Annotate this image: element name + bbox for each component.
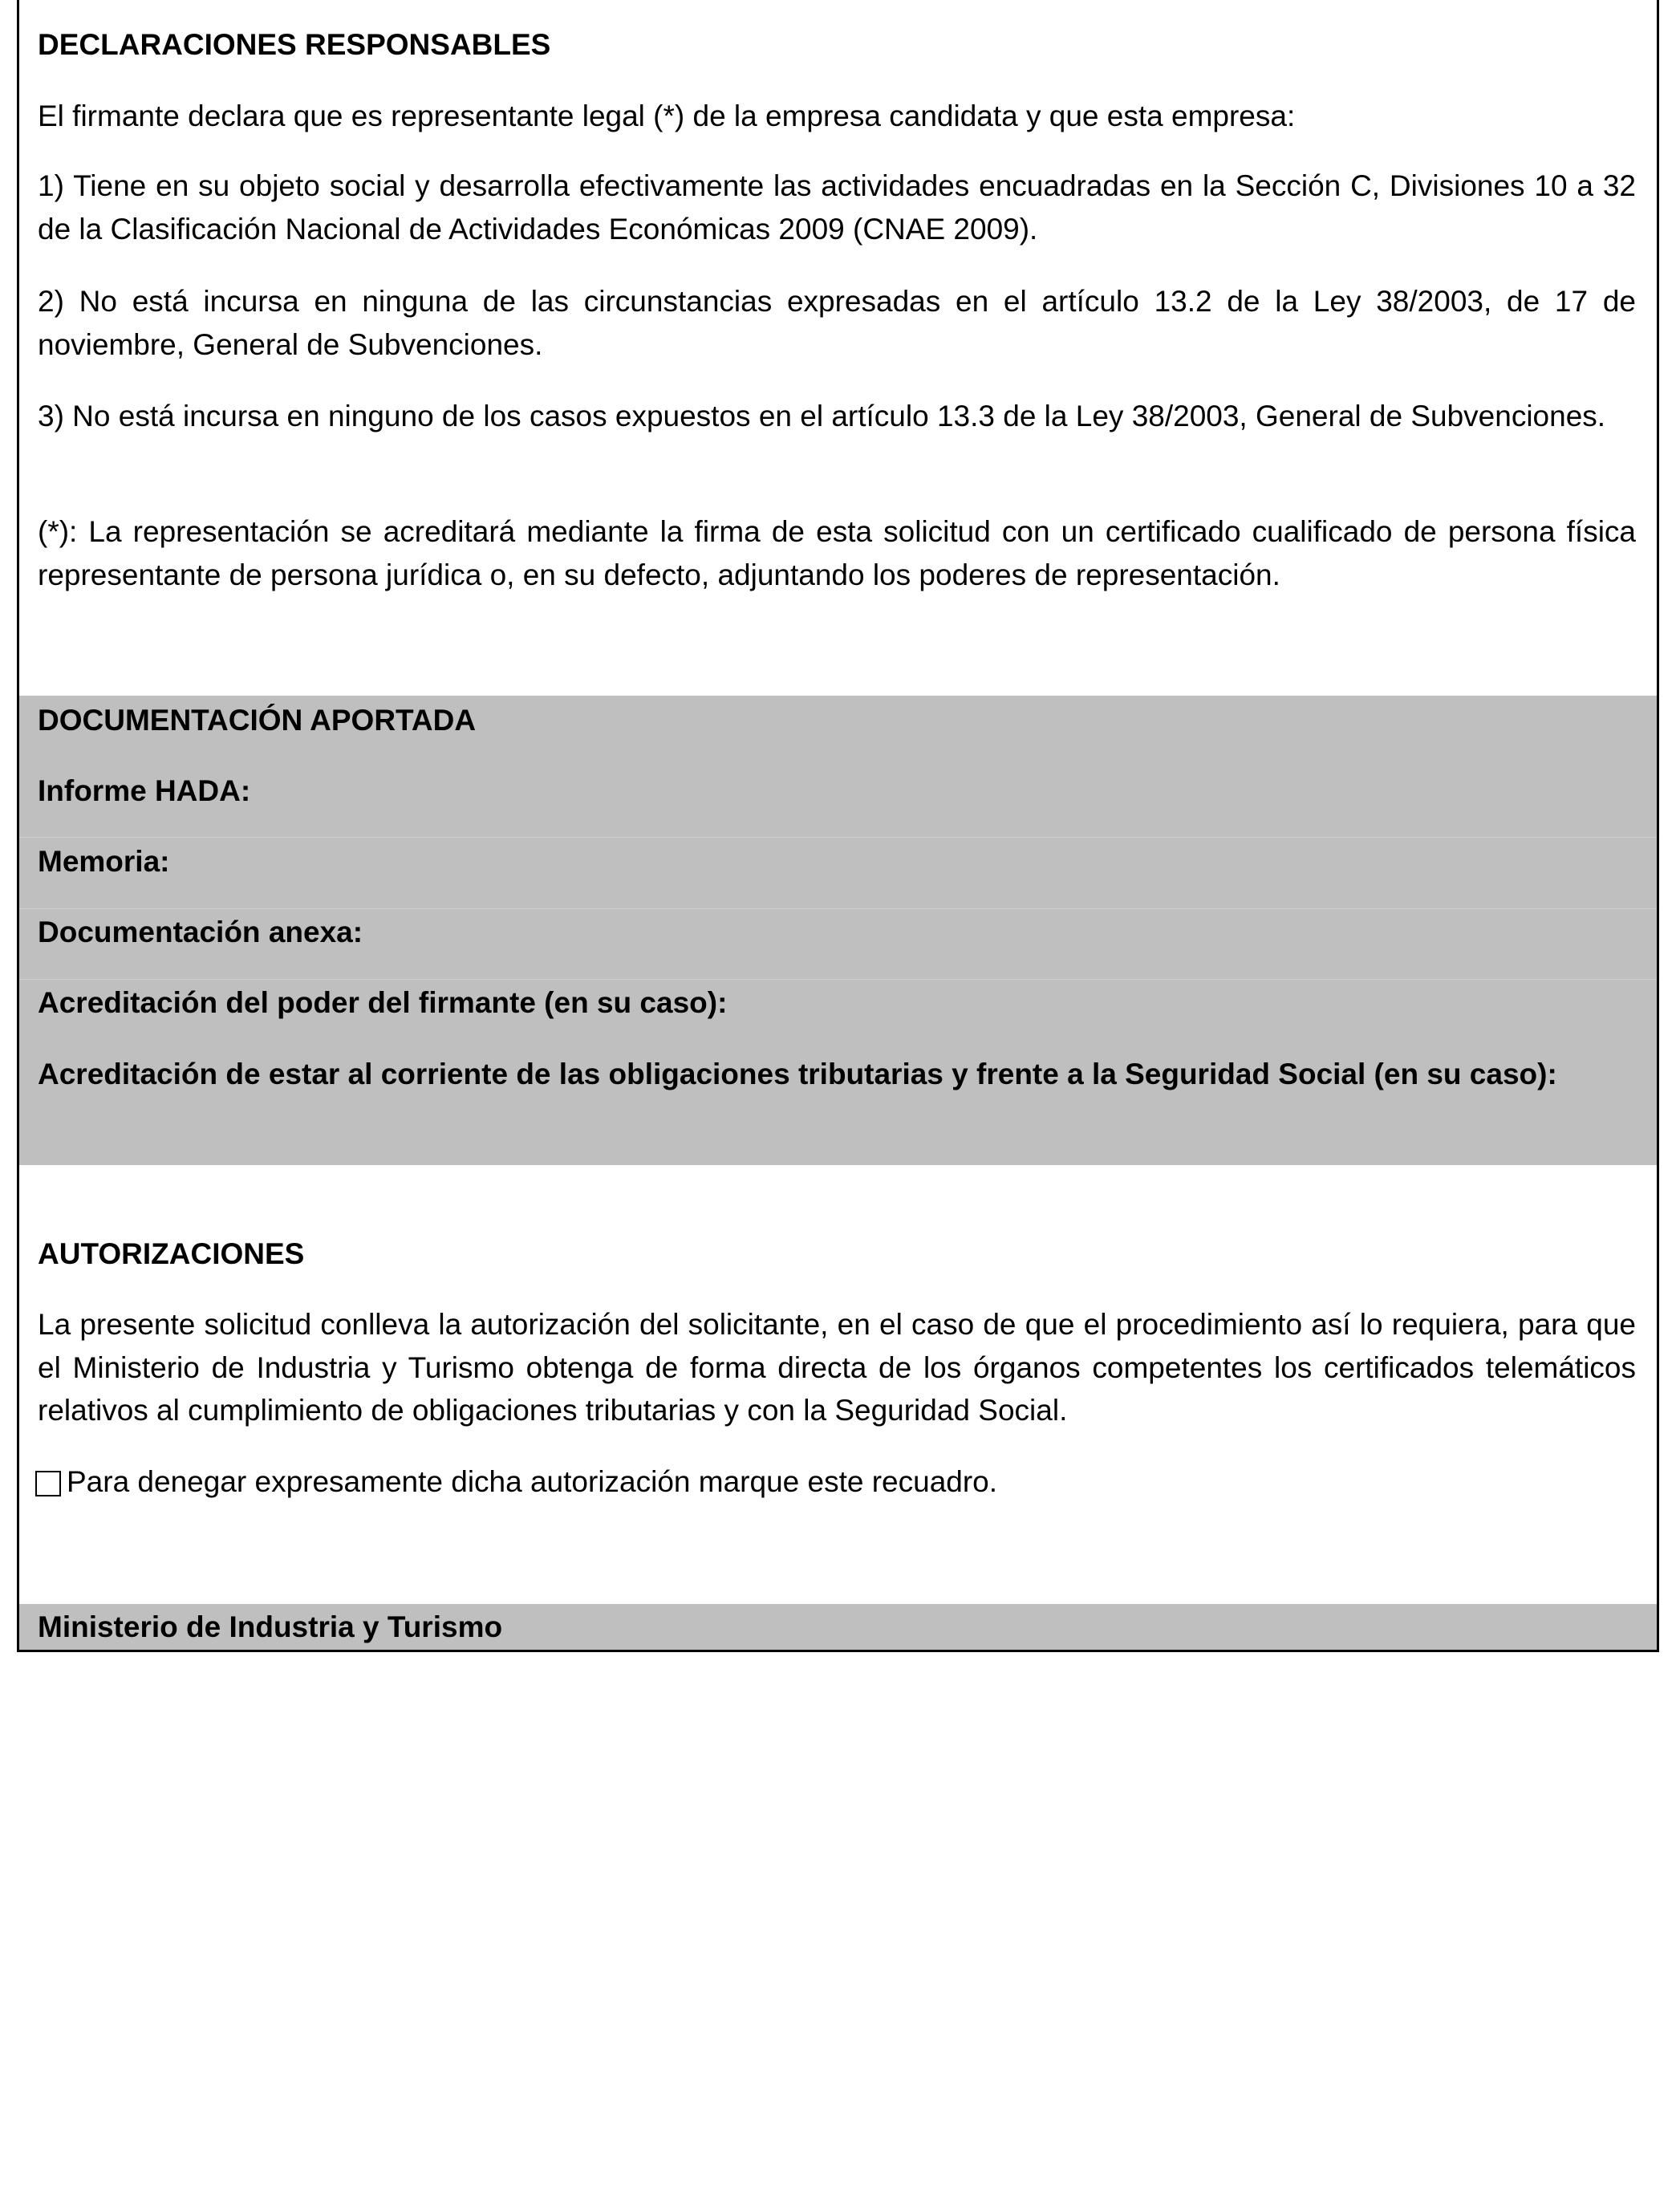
divider	[19, 908, 1657, 909]
memoria-field: Memoria:	[38, 845, 170, 878]
declaraciones-title: DECLARACIONES RESPONSABLES	[38, 28, 551, 61]
declaracion-note: (*): La representación se acreditará mediante la firma de esta solicitud con un certificado cualificado de persona física representante de persona jurídica o, en su defecto, adjuntando los poderes de representación.	[38, 515, 1636, 591]
ministry-name: Ministerio de Industria y Turismo	[38, 1610, 503, 1643]
divider	[19, 979, 1657, 980]
declaraciones-intro: El firmante declara que es representante legal (*) de la empresa candidata y que esta empresa:	[38, 99, 1296, 132]
deny-authorization-checkbox[interactable]	[35, 1471, 61, 1496]
declaracion-item-3: 3) No está incursa en ninguno de los casos expuestos en el artículo 13.3 de la Ley 38/2003, General de Subvenciones.	[38, 400, 1606, 432]
informe-hada-field: Informe HADA:	[38, 774, 251, 807]
obligaciones-field: Acreditación de estar al corriente de las obligaciones tributarias y frente a la Seguridad Social (en su caso):	[38, 1058, 1557, 1090]
divider	[19, 837, 1657, 838]
autorizaciones-title: AUTORIZACIONES	[38, 1237, 305, 1270]
ministry-footer	[19, 1604, 1657, 1650]
documentacion-title: DOCUMENTACIÓN APORTADA	[38, 704, 477, 737]
autorizaciones-text: La presente solicitud conlleva la autorización del solicitante, en el caso de que el procedimiento así lo requiera, para que el Ministerio de Industria y Turismo obtenga de forma directa de los órganos competentes los certificados telemáticos relativos al cumplimiento de obligaciones tributarias y con la Seguridad Social.	[38, 1308, 1636, 1427]
documentacion-section	[19, 696, 1657, 1165]
deny-authorization-label: Para denegar expresamente dicha autorización marque este recuadro.	[67, 1465, 998, 1498]
declaracion-item-1: 1) Tiene en su objeto social y desarrolla efectivamente las actividades encuadradas en la Sección C, Divisiones 10 a 32 de la Clasificación Nacional de Actividades Económicas 2009 (CNAE 2009).	[38, 169, 1636, 246]
documentacion-anexa-field: Documentación anexa:	[38, 916, 363, 948]
declaracion-item-2: 2) No está incursa en ninguna de las circunstancias expresadas en el artículo 13.2 de la Ley 38/2003, de 17 de noviembre, General de Subvenciones.	[38, 285, 1636, 361]
poder-firmante-field: Acreditación del poder del firmante (en su caso):	[38, 986, 728, 1019]
form-frame	[17, 0, 1659, 1652]
deny-authorization-row	[35, 1461, 1636, 1503]
